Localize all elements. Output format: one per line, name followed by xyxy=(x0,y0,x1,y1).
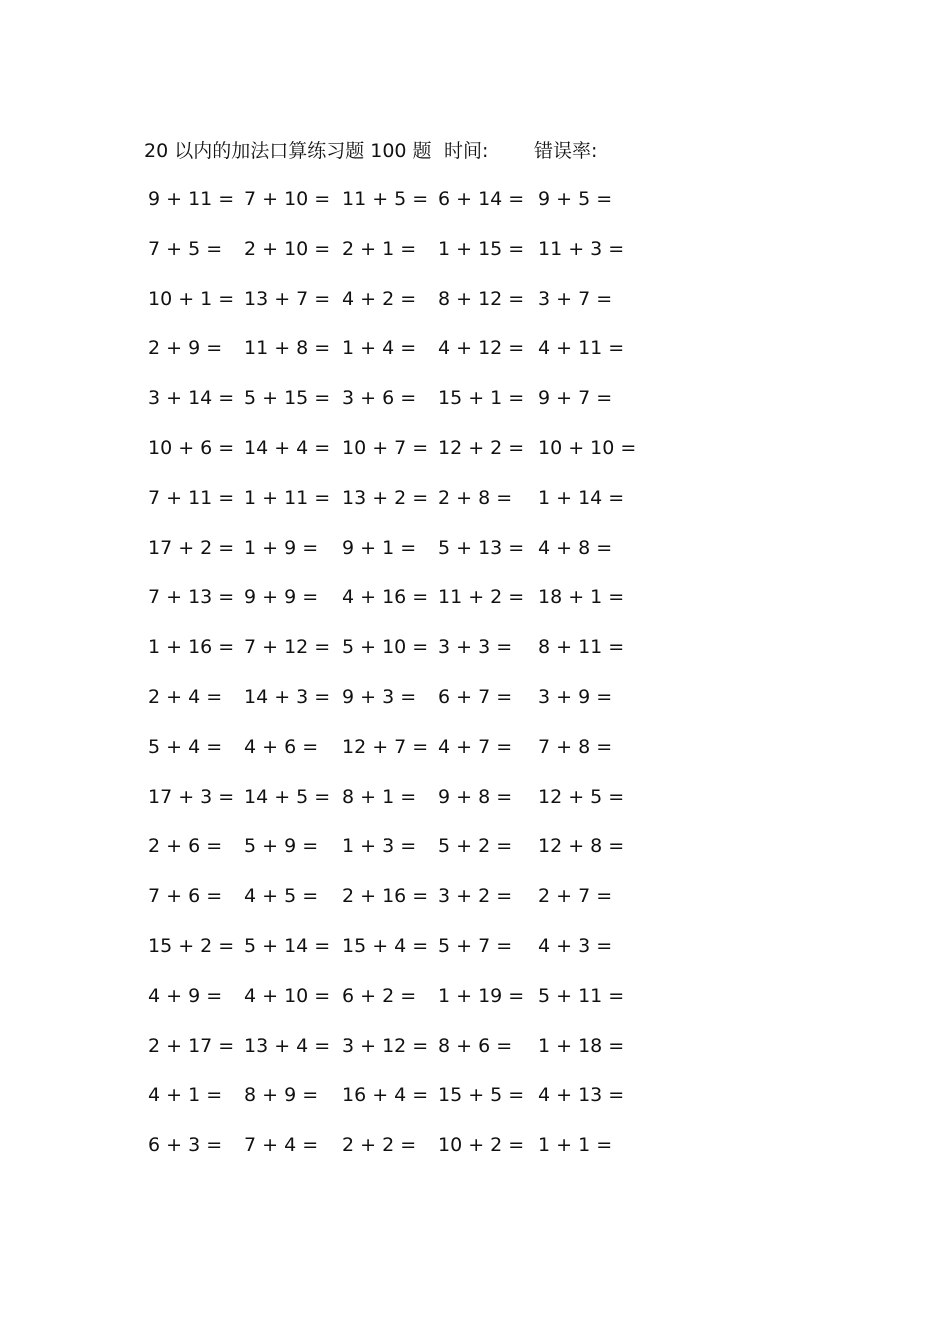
problem-row xyxy=(148,782,648,832)
problem-item: 10 + 7 = xyxy=(342,436,429,459)
problem-item: 9 + 7 = xyxy=(538,387,613,410)
problem-row xyxy=(148,383,648,433)
problem-item: 1 + 9 = xyxy=(244,536,319,559)
problem-item: 4 + 5 = xyxy=(244,885,319,908)
problem-row xyxy=(148,981,648,1031)
problem-item: 2 + 8 = xyxy=(438,486,513,509)
problem-item: 9 + 9 = xyxy=(244,586,319,609)
problem-item: 1 + 19 = xyxy=(438,984,525,1007)
problem-item: 4 + 3 = xyxy=(538,934,613,957)
problem-item: 6 + 14 = xyxy=(438,188,525,210)
problem-item: 1 + 18 = xyxy=(538,1034,625,1057)
problem-row xyxy=(148,632,648,682)
problem-item: 12 + 8 = xyxy=(538,835,625,858)
problem-item: 3 + 3 = xyxy=(438,636,513,659)
problem-item: 3 + 9 = xyxy=(538,685,613,708)
problem-item: 4 + 9 = xyxy=(148,984,223,1007)
problem-row xyxy=(148,582,648,632)
problem-item: 13 + 4 = xyxy=(244,1034,331,1057)
problem-item: 8 + 11 = xyxy=(538,636,625,659)
problem-row xyxy=(148,533,648,583)
problem-row xyxy=(148,284,648,334)
problem-item: 14 + 4 = xyxy=(244,436,331,459)
problem-item: 18 + 1 = xyxy=(538,586,625,609)
problem-item: 7 + 4 = xyxy=(244,1134,319,1157)
problem-item: 2 + 7 = xyxy=(538,885,613,908)
problem-item: 5 + 11 = xyxy=(538,984,625,1007)
worksheet-title: 20 以内的加法口算练习题 100 题 xyxy=(144,140,432,162)
problem-item: 16 + 4 = xyxy=(342,1084,429,1107)
problem-item: 6 + 2 = xyxy=(342,984,417,1007)
problem-item: 11 + 8 = xyxy=(244,337,331,360)
problem-row xyxy=(148,831,648,881)
problem-grid xyxy=(148,184,648,1180)
problem-item: 4 + 10 = xyxy=(244,984,331,1007)
problem-item: 12 + 5 = xyxy=(538,785,625,808)
problem-item: 5 + 7 = xyxy=(438,934,513,957)
problem-item: 3 + 2 = xyxy=(438,885,513,908)
problem-item: 1 + 14 = xyxy=(538,486,625,509)
problem-item: 8 + 1 = xyxy=(342,785,417,808)
problem-item: 1 + 16 = xyxy=(148,636,235,659)
problem-item: 4 + 11 = xyxy=(538,337,625,360)
problem-item: 4 + 16 = xyxy=(342,586,429,609)
problem-item: 8 + 6 = xyxy=(438,1034,513,1057)
problem-item: 4 + 8 = xyxy=(538,536,613,559)
problem-item: 9 + 11 = xyxy=(148,188,235,210)
problem-item: 7 + 13 = xyxy=(148,586,235,609)
problem-item: 4 + 6 = xyxy=(244,735,319,758)
problem-item: 17 + 3 = xyxy=(148,785,235,808)
problem-item: 1 + 11 = xyxy=(244,486,331,509)
problem-item: 2 + 6 = xyxy=(148,835,223,858)
problem-item: 5 + 15 = xyxy=(244,387,331,410)
problem-item: 5 + 2 = xyxy=(438,835,513,858)
problem-item: 4 + 12 = xyxy=(438,337,525,360)
problem-item: 7 + 8 = xyxy=(538,735,613,758)
problem-item: 4 + 1 = xyxy=(148,1084,223,1107)
problem-item: 7 + 11 = xyxy=(148,486,235,509)
problem-item: 2 + 2 = xyxy=(342,1134,417,1157)
problem-item: 2 + 16 = xyxy=(342,885,429,908)
problem-item: 5 + 14 = xyxy=(244,934,331,957)
problem-item: 2 + 1 = xyxy=(342,237,417,260)
problem-item: 10 + 6 = xyxy=(148,436,235,459)
problem-item: 3 + 7 = xyxy=(538,287,613,310)
problem-item: 2 + 17 = xyxy=(148,1034,235,1057)
problem-row xyxy=(148,1031,648,1081)
problem-item: 5 + 13 = xyxy=(438,536,525,559)
problem-item: 10 + 10 = xyxy=(538,436,637,459)
problem-item: 7 + 10 = xyxy=(244,188,331,210)
problem-item: 2 + 4 = xyxy=(148,685,223,708)
problem-item: 5 + 9 = xyxy=(244,835,319,858)
problem-item: 8 + 9 = xyxy=(244,1084,319,1107)
problem-row xyxy=(148,184,648,234)
problem-item: 1 + 4 = xyxy=(342,337,417,360)
problem-row xyxy=(148,732,648,782)
problem-item: 7 + 6 = xyxy=(148,885,223,908)
problem-item: 10 + 1 = xyxy=(148,287,235,310)
problem-item: 3 + 6 = xyxy=(342,387,417,410)
problem-row xyxy=(148,1130,648,1180)
problem-item: 5 + 10 = xyxy=(342,636,429,659)
problem-item: 12 + 7 = xyxy=(342,735,429,758)
problem-item: 6 + 7 = xyxy=(438,685,513,708)
problem-item: 11 + 5 = xyxy=(342,188,429,210)
problem-item: 1 + 1 = xyxy=(538,1134,613,1157)
problem-item: 14 + 3 = xyxy=(244,685,331,708)
problem-item: 9 + 1 = xyxy=(342,536,417,559)
problem-item: 3 + 12 = xyxy=(342,1034,429,1057)
problem-row xyxy=(148,234,648,284)
problem-item: 9 + 5 = xyxy=(538,188,613,210)
problem-item: 9 + 8 = xyxy=(438,785,513,808)
problem-item: 15 + 5 = xyxy=(438,1084,525,1107)
problem-row xyxy=(148,682,648,732)
problem-row xyxy=(148,1080,648,1130)
problem-item: 14 + 5 = xyxy=(244,785,331,808)
problem-row xyxy=(148,333,648,383)
problem-item: 5 + 4 = xyxy=(148,735,223,758)
problem-item: 1 + 15 = xyxy=(438,237,525,260)
problem-item: 7 + 12 = xyxy=(244,636,331,659)
problem-item: 6 + 3 = xyxy=(148,1134,223,1157)
error-rate-label: 错误率: xyxy=(534,140,598,162)
worksheet-header xyxy=(144,136,764,166)
problem-item: 2 + 10 = xyxy=(244,237,331,260)
problem-item: 9 + 3 = xyxy=(342,685,417,708)
problem-row xyxy=(148,433,648,483)
problem-item: 1 + 3 = xyxy=(342,835,417,858)
problem-item: 11 + 3 = xyxy=(538,237,625,260)
problem-item: 7 + 5 = xyxy=(148,237,223,260)
problem-item: 13 + 2 = xyxy=(342,486,429,509)
problem-item: 8 + 12 = xyxy=(438,287,525,310)
problem-item: 12 + 2 = xyxy=(438,436,525,459)
problem-item: 10 + 2 = xyxy=(438,1134,525,1157)
problem-item: 15 + 4 = xyxy=(342,934,429,957)
problem-item: 17 + 2 = xyxy=(148,536,235,559)
problem-row xyxy=(148,483,648,533)
problem-item: 4 + 2 = xyxy=(342,287,417,310)
problem-row xyxy=(148,881,648,931)
problem-item: 13 + 7 = xyxy=(244,287,331,310)
problem-item: 11 + 2 = xyxy=(438,586,525,609)
problem-item: 15 + 2 = xyxy=(148,934,235,957)
problem-item: 3 + 14 = xyxy=(148,387,235,410)
problem-item: 4 + 13 = xyxy=(538,1084,625,1107)
problem-item: 4 + 7 = xyxy=(438,735,513,758)
problem-item: 15 + 1 = xyxy=(438,387,525,410)
time-label: 时间: xyxy=(444,140,489,162)
problem-row xyxy=(148,931,648,981)
problem-item: 2 + 9 = xyxy=(148,337,223,360)
